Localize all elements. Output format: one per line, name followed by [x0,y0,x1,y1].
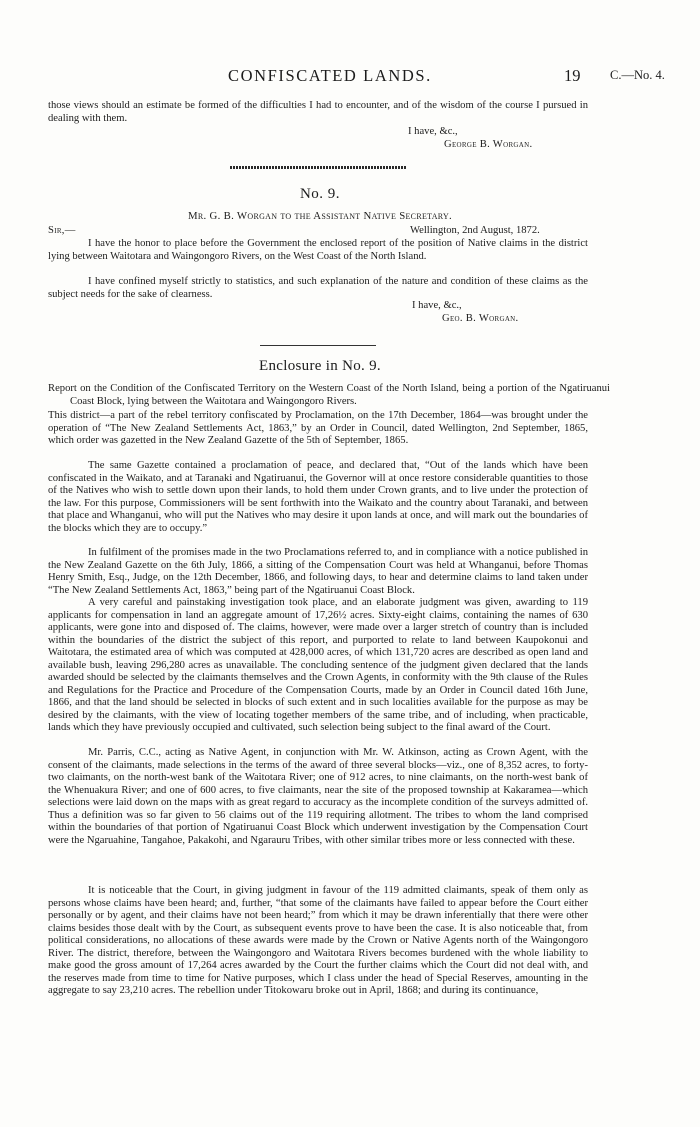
report-title: Report on the Condition of the Confiscated Territory on the Western Coast of the North Island, being a portion of the Ngatiruanui Coast Block, lying between the Waitotara and Waingongoro Rivers. [48,383,610,407]
place-date: Wellington, 2nd August, 1872. [410,225,540,236]
enclosure-heading: Enclosure in No. 9. [259,358,381,374]
letter-number-heading: No. 9. [299,186,341,202]
letter-signature: Geo. B. Worgan. [442,313,519,324]
continuation-paragraph: those views should an estimate be formed of the difficulties I had to encounter, and of the wisdom of the course I pursued in dealing with them. [48,100,588,124]
letter-paragraph: I have the honor to place before the Government the enclosed report of the position of Native claims in the district lying between Waitotara and Waingongoro Rivers, on the West Coast of the North Island. [48,238,588,262]
running-title: CONFISCATED LANDS. [228,66,432,85]
report-paragraph: In fulfilment of the promises made in the two Proclamations referred to, and in compliance with a notice published in the New Zealand Gazette on the 6th July, 1866, a sitting of the Compensation Court was held at Whanganui, before Thomas Henry Smith, Esq., Judge, on the 12th December, 1866, and following days, to hear and determine claims to land taken under “The New Zealand Settlements Act, 1863,” being part of the Ngatiruanui Coast Block. [48,547,588,596]
salutation: Sir,— [48,225,76,236]
series-reference: C.—No. 4. [610,68,665,82]
letter-closing: I have, &c., [412,300,462,311]
report-paragraph: The same Gazette contained a proclamation of peace, and declared that, “Out of the lands which have been confiscated in the Waikato, and at Taranaki and Ngatiruanui, the Governor will at once restore considerable quantities to those of the Natives who wish to settle down upon their lands, to hold them under Crown grants, and to live under the protection of the law. For this purpose, Commissioners will be sent forthwith into the Waikato and the country about Taranaki, and between that place and Whanganui, who will put the Natives who may desire it upon lands at once, and will mark out the boundaries of the blocks which they are to occupy.” [48,460,588,534]
report-paragraph: It is noticeable that the Court, in giving judgment in favour of the 119 admitted claimants, speak of them only as persons whose claims have been heard; and, further, “that some of the claimants have failed to appear before the Court either personally or by agent, and their claims have not been heard;” from which it may be drawn inferentially that there were other claims besides those dealt with by the Court, as subsequent events prove to have been the case. It is also noticeable that, from political considerations, no allocations of these awards were made by the Crown or Native Agents north of the Waingongoro River. The district, therefore, between the Waingongoro and Waitotara Rivers becomes burdened with the whole liability to make good the gross amount of 17,264 acres awarded by the Court the further claims which the Court did not deal with, and the reserves made from time to time for Native purposes, which I class under the head of Special Reserves, amounting in the aggregate to say 23,210 acres. The rebellion under Titokowaru broke out in April, 1868; and during its continuance, [48,885,588,996]
letter-heading: Mr. G. B. Worgan to the Assistant Native Secretary. [187,210,453,222]
ornamental-rule [230,166,406,169]
continuation-closing: I have, &c., [408,126,458,137]
running-header [0,66,700,88]
letter-paragraph: I have confined myself strictly to statistics, and such explanation of the nature and condition of these claims as the subject needs for the sake of clearness. [48,276,588,300]
section-rule [260,345,376,346]
report-paragraph: A very careful and painstaking investigation took place, and an elaborate judgment was given, awarding to 119 applicants for compensation in land an aggregate amount of 17,26½ acres. Sixty-eight claims, containing the names of 630 applicants, were gone into and disposed of. The claims, however, were made over a larger stretch of country than is included within the boundaries of the district the subject of this report, and purported to relate to land between Kaupokonui and Waitotara, the estimated area of which was computed at 428,000 acres, of which 131,720 acres are described as open land and available bush, leaving 296,280 acres as unavailable. The concluding sentence of the judgment given declared that the lands awarded should be selected by the claimants themselves and the Crown Agents, in conformity with the 9th clause of the Rules and Regulations for the Practice and Procedure of the Compensation Courts, made by an Order in Council dated 16th June, 1866, and that the land should be selected in blocks of such extent and in such localities available for the purpose as may be desired by the claimants, with the view of locating together members of the same tribe, and of including, when practicable, lands which they have previously occupied and cultivated, such selection being subject to the final award of the Court. [48,597,588,733]
report-paragraph: This district—a part of the rebel territory confiscated by Proclamation, on the 17th December, 1864—was brought under the operation of “The New Zealand Settlements Act, 1863,” by an Order in Council, dated Wellington, 2nd September, 1865, which order was gazetted in the New Zealand Gazette of the 5th of September, 1865. [48,410,588,446]
report-paragraph: Mr. Parris, C.C., acting as Native Agent, in conjunction with Mr. W. Atkinson, acting as Crown Agent, with the consent of the claimants, made selections in the terms of the award of three several blocks—viz., one of 8,352 acres, to forty-two claimants, on the north-west bank of the Waitotara River; one of 912 acres, to nine claimants, on the north-west bank of the Whenuakura River; and one of 600 acres, to five claimants, near the site of the proposed township at Kakaramea—which selections were laid down on the maps with as great regard to accuracy as the incomplete condition of the surveys admitted of. Thus a definition was so far given to 56 claims out of the 119 requiring allotment. The tribes to whom the land comprised within the boundaries of that portion of Ngatiruanui Coast Block which underwent investigation by the Compensation Court were the Ngaruahine, Tangahoe, Pakakohi, and Ngarauru Tribes, with other similar tribes more or less connected with these. [48,747,588,846]
continuation-signature: George B. Worgan. [444,139,533,150]
page-number: 19 [564,66,581,85]
